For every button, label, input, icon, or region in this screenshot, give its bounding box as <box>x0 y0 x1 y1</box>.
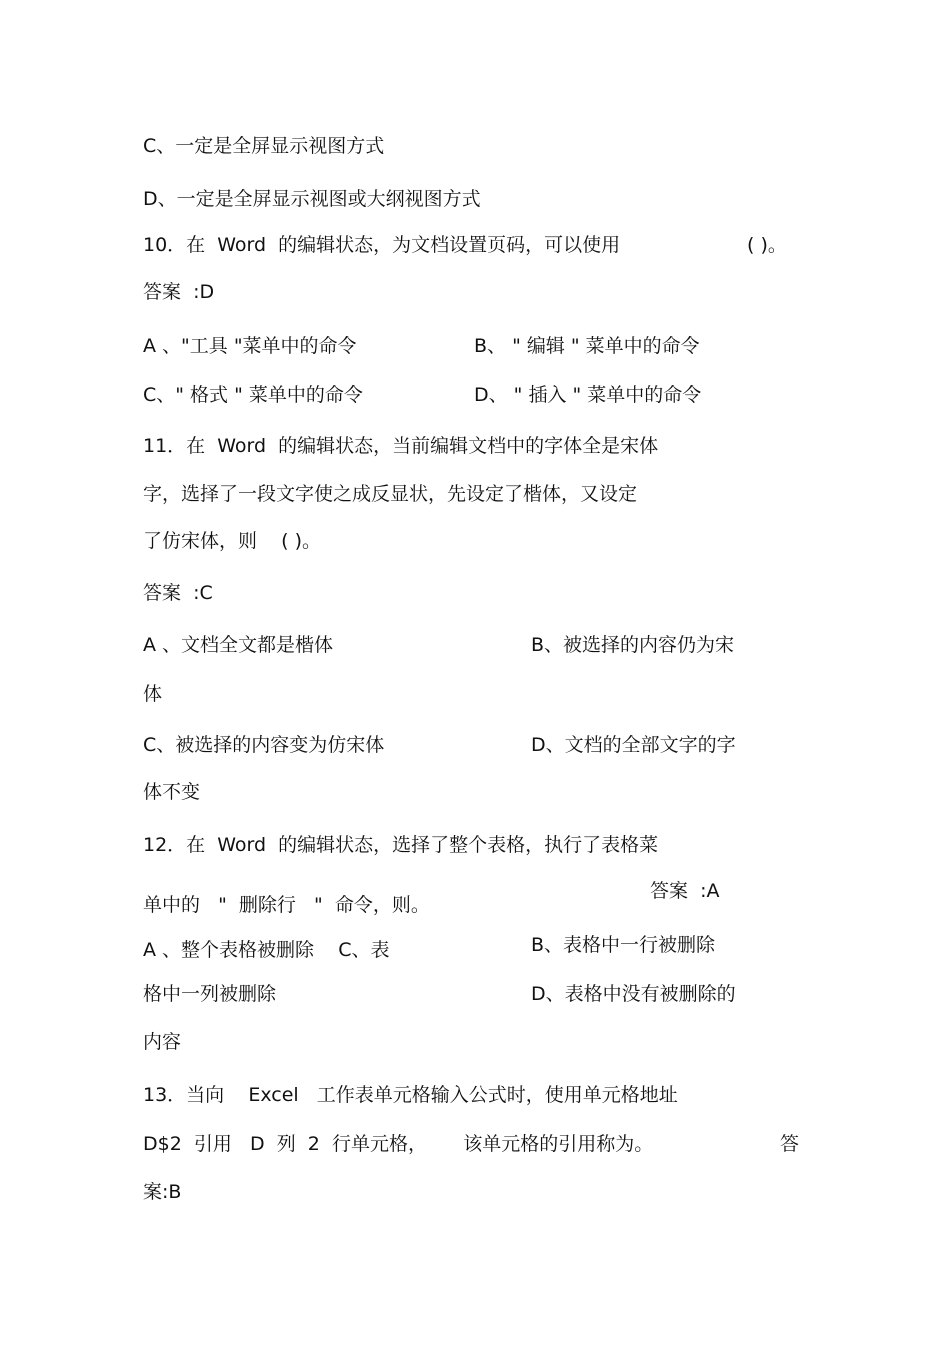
q12-option-a-c: A 、整个表格被删除 C、表 <box>143 939 390 961</box>
q11-option-c: C、被选择的内容变为仿宋体 <box>143 734 385 756</box>
q10-option-c: C、" 格式 " 菜单中的命令 <box>143 384 363 406</box>
q12-option-d-wrap: 内容 <box>143 1031 182 1053</box>
q11-option-b-wrap: 体 <box>143 683 163 705</box>
q11-option-d: D、文档的全部文字的字 <box>531 734 736 756</box>
q10-option-b: B、 " 编辑 " 菜单中的命令 <box>474 335 700 357</box>
q10-paren: ( )。 <box>747 234 787 256</box>
q11-stem-line1: 11．在 Word 的编辑状态，当前编辑文档中的字体全是宋体 <box>143 435 659 457</box>
q11-answer: 答案 :C <box>143 582 213 604</box>
q9-option-c: C、一定是全屏显示视图方式 <box>143 135 385 157</box>
q12-option-c-wrap: 格中一列被删除 <box>143 983 277 1005</box>
q10-option-d: D、 " 插入 " 菜单中的命令 <box>474 384 702 406</box>
q12-answer: 答案 :A <box>650 880 720 902</box>
q9-option-d: D、一定是全屏显示视图或大纲视图方式 <box>143 188 481 210</box>
q11-option-b: B、被选择的内容仍为宋 <box>531 634 735 656</box>
q10-stem: 10．在 Word 的编辑状态，为文档设置页码，可以使用 <box>143 234 621 256</box>
q10-answer: 答案 :D <box>143 281 215 303</box>
q13-answer-part2: 案:B <box>143 1181 182 1203</box>
q12-option-b: B、表格中一行被删除 <box>531 934 716 956</box>
q11-stem-line3: 了仿宋体，则 ( )。 <box>143 530 322 552</box>
q13-answer-part1: 答 <box>780 1133 800 1155</box>
q12-stem-line1: 12．在 Word 的编辑状态，选择了整个表格，执行了表格菜 <box>143 834 659 856</box>
q11-option-d-wrap: 体不变 <box>143 781 201 803</box>
q10-option-a: A 、"工具 "菜单中的命令 <box>143 335 357 357</box>
q13-stem-line1: 13．当向 Excel 工作表单元格输入公式时，使用单元格地址 <box>143 1084 678 1106</box>
q12-stem-line2: 单中的 " 删除行 " 命令，则。 <box>143 894 430 916</box>
q12-option-d: D、表格中没有被删除的 <box>531 983 736 1005</box>
q11-option-a: A 、文档全文都是楷体 <box>143 634 334 656</box>
q11-stem-line2: 字，选择了一段文字使之成反显状，先设定了楷体，又设定 <box>143 483 638 505</box>
q13-stem-line2: D$2 引用 D 列 2 行单元格， 该单元格的引用称为。 <box>143 1133 654 1155</box>
